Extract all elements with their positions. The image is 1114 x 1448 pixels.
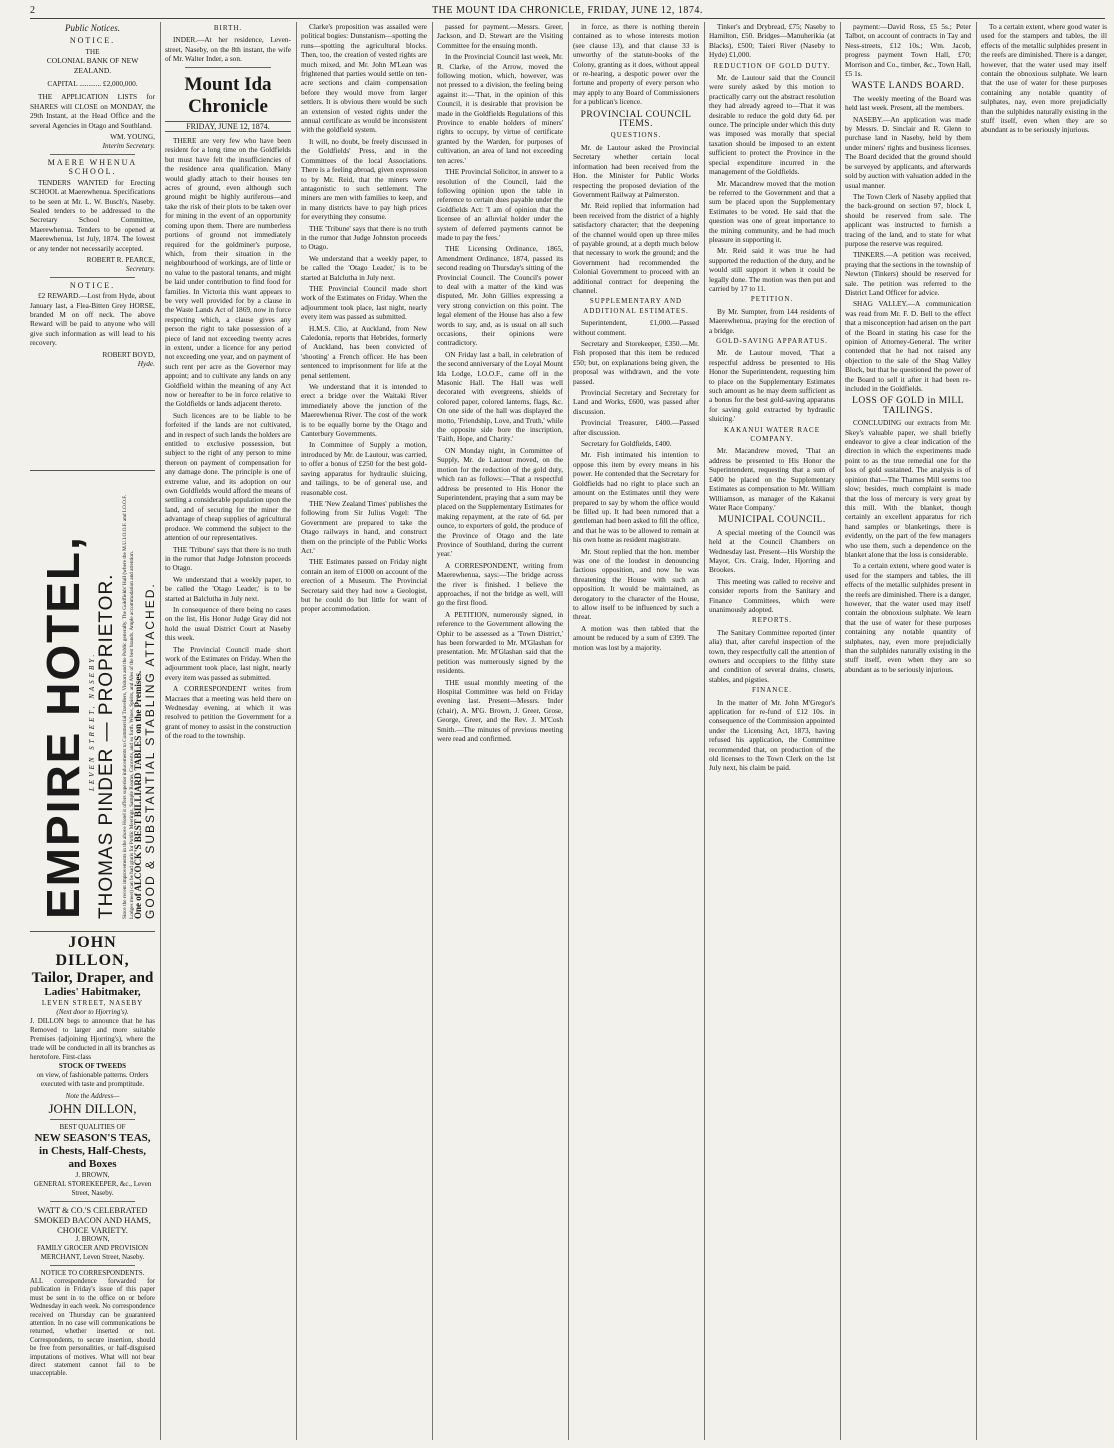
dillon-ladies: Ladies' Habitmaker, bbox=[44, 986, 141, 998]
news-para-3: THE Provincial Solicitor, in answer to a resolution of the Council, laid the following opinion upon the table in reference to certain dues payable under the Goldfields Act: 'I am of opinion that the licensee of an alluvial holder under the system of deferred payments cannot be made to pay the fees.' bbox=[437, 167, 563, 242]
editorial-column bbox=[165, 22, 291, 1440]
hotel-billiard: One of ALCOCK'S BEST BILLIARD TABLES on the Premises. bbox=[133, 670, 143, 919]
news-para-10: The Sanitary Committee reported (inter alia) that, after careful inspection of the town, they respectfully call the attention of owners and occupiers to the filthy state and condition of several drains, closets, stables, and pigsties. bbox=[709, 627, 835, 684]
mill-tailings-heading: LOSS OF GOLD in MILL TAILINGS. bbox=[852, 396, 964, 416]
dillon-stock: STOCK OF TWEEDS bbox=[58, 1062, 127, 1070]
finance-subheading: FINANCE. bbox=[751, 686, 793, 695]
section-title: Public Notices. bbox=[65, 23, 120, 33]
news-para-7: A CORRESPONDENT, writing from Maerewhenua, says:—The bridge across the river is finished. I believe the approaches, if not the bridge as well, will go the first flood. bbox=[437, 560, 563, 608]
page-number: 2 bbox=[30, 5, 35, 16]
correspondents-notice: ALL correspondence forwarded for publication in Friday's issue of this paper must be sent in to the office on or before Wednesday in each week. No correspondence received on Thursday can be guaranteed attention. In no case will communications be returned, whether inserted or not. Correspondents, to secure insertion, should be free from personalities, or half-disguised imputations of motives. What will not bear direct statement cannot fail to be unacceptable. bbox=[30, 1278, 155, 1378]
editorial-para-7: A CORRESPONDENT writes from Macraes that a meeting was held there on Wednesday evening, at which it was resolved to petition the Government for a grant of money to assist in the construction of the road to the township. bbox=[165, 684, 291, 741]
news-column-3 bbox=[301, 22, 427, 1440]
page-header bbox=[30, 4, 1105, 19]
notice-heading: NOTICE. bbox=[69, 36, 116, 46]
divider bbox=[185, 67, 271, 68]
divider bbox=[50, 1265, 135, 1266]
news-para-8: Secretary for Goldfields, £400. bbox=[581, 439, 672, 449]
bank-capital: CAPITAL ............ £2,000,000. bbox=[47, 79, 138, 89]
brown-role: GENERAL STOREKEEPER, &c., Leven Street, Naseby. bbox=[33, 1180, 152, 1197]
news-para-7: We understand that it is intended to erect a bridge over the Waitaki River immediately above the junction of the Maerewhenua River. The cost of the work is to be equally borne by the Otago and Canterbury Governments. bbox=[301, 382, 427, 439]
news-para-4: We understand that a weekly paper, to be called the 'Otago Leader,' is to be started at Balclutha in July next. bbox=[301, 253, 427, 282]
news-column-8 bbox=[981, 22, 1107, 1440]
provincial-council-heading: PROVINCIAL COUNCIL ITEMS. bbox=[580, 109, 692, 130]
news-para-8: A special meeting of the Council was held at the Council Chambers on Wednesday last. Present—His Worship the Mayor, Crs. Craig, Inder, Hjorring and Brookes. bbox=[709, 527, 835, 575]
reports-subheading: REPORTS. bbox=[751, 616, 793, 625]
column-rule bbox=[432, 22, 433, 1440]
news-para-5: THE Provincial Council made short work of the Estimates on Friday. When the adjournment took place, last night, nearly every item was passed as submitted. bbox=[301, 283, 427, 322]
news-para-7: Provincial Treasurer, £400.—Passed after discussion. bbox=[573, 418, 699, 437]
news-para-8: In Committee of Supply a motion, introduced by Mr. de Lautour, was carried, to offer a bonus of £250 for the best gold-saving apparatus for hydraulic sluicing, and tailings, to be of general use, and reasonable cost. bbox=[301, 440, 427, 497]
masthead: Mount Ida Chronicle bbox=[184, 73, 272, 117]
notices-column bbox=[30, 22, 155, 468]
column-rule bbox=[160, 22, 161, 1440]
news-para-9: THE usual monthly meeting of the Hospital Committee was held on Friday evening last. Present—Messrs. Inder (chair), A. M'G. Brown, J. Greer, Grose, George, Greer, and the Rev. J. M'Cosh Smith.—The minutes of previous meeting were read and confirmed. bbox=[437, 677, 563, 744]
teas-ad: NEW SEASON'S TEAS, in Chests, Half-Chests, and Boxes bbox=[34, 1132, 151, 1170]
reward-signatory: ROBERT BOYD, bbox=[102, 349, 155, 359]
news-para-2: In the Provincial Council last week, Mr. R. Clarke, of the Arrow, moved the following motion, which, however, was not pressed to a division, the feeling being against it:—'That, in the opinion of this Council, it is desirable that provision be made in the Goldfields Regulations of this Province to enable holders of miners' rights to occupy, by virtue of certificate granted by the Warden, for purposes of cultivation, an area of land not exceeding ten acres.' bbox=[437, 52, 563, 165]
editorial-para-2: Such licences are to be liable to be forfeited if the lands are not cultivated, and in respect of such lands the holders are entitled to exclusive possession, but subject to the right of any person to mine thereon on payment of compensation for any damage done. The principle is one of extreme value, and its adoption on our own Goldfields would afford the means of settling a considerable population upon the land, and of securing for the miner the advantage of cheap supplies of agricultural produce. We commend the subject to the attention of our representatives. bbox=[165, 410, 291, 543]
news-para-3: Mr. Macandrew moved that the motion be referred to the Government and that a sum be placed upon the Supplementary Estimates to be voted. He said that the question was one of great importance to the mining community, and he had much pleasure in supporting it. bbox=[709, 178, 835, 244]
dateline: FRIDAY, JUNE 12, 1874. bbox=[165, 121, 291, 132]
birth-notice: INDER.—At her residence, Leven-street, Naseby, on the 8th instant, the wife of Mr. Walter Inder, a son. bbox=[165, 35, 291, 64]
empire-hotel-ad bbox=[30, 470, 155, 932]
reward-place: Hyde. bbox=[137, 359, 155, 368]
news-para-1: in force, as there is nothing therein contained as to whose interests motion (see clause 13), and that clause 33 is unworthy of the statute-books of the Colony, granting as it does, without appeal or re-hearing, a despotic power over the fortune and property of every person who may apply to any Board of Commissioners for a publican's licence. bbox=[573, 22, 699, 107]
news-para-1: To a certain extent, where good water is used for the stampers and tables, the ill effects of the metallic sulphides present in the reefs are diminished. There is a danger, however, that the water used may itself contain the obnoxious sulphate. We learn that the use of water for these purposes containing any notable quantity of sulphates, nay, even more prejudicially than the sulphides naturally existing in the stuff itself, even when they are so abundant as to be seriously injurious. bbox=[981, 22, 1107, 135]
notice-the: THE bbox=[85, 46, 100, 56]
gold-saving-subheading: GOLD-SAVING APPARATUS. bbox=[716, 337, 828, 345]
news-para-1: passed for payment.—Messrs. Greer, Jackson, and D. Stewart are the Visiting Committee for the ensuing month. bbox=[437, 22, 563, 50]
dillon-body: J. DILLON begs to announce that he has Removed to larger and more suitable Premises (adjoining Hjorring's), where the trade will be conducted in all its branches as heretofore. First-class bbox=[30, 1017, 155, 1061]
news-para-6: SHAG VALLEY.—A communication was read from Mr. F. D. Bell to the effect that a misconception had arisen on the part of the Board in stating his case for the opinion of Attorney-General. The writer contended that he had not raised any objection to the sale of the Shag Valley Block, but that he questioned the power of the Board to sell it after it had been re-included in the Goldfields. bbox=[845, 299, 971, 394]
tender-signatory-role: Secretary. bbox=[125, 264, 155, 274]
news-para-3: Mr. Reid replied that information had been received from the district of a highly satisfactory character; that the deepening of the channel would open up three miles of payable ground, at a depth much below that necessary to work the ground; and the Government had recommended the Colonial Government to proceed with an additional contract for deepening the channel. bbox=[573, 201, 699, 295]
column-rule bbox=[704, 22, 705, 1440]
news-para-2: The weekly meeting of the Board was held last week. Present, all the members. bbox=[845, 93, 971, 113]
dillon-name: JOHN DILLON, bbox=[55, 934, 130, 969]
news-para-10: THE Estimates passed on Friday night contain an item of £1000 on account of the erection of a Museum. The Provincial Secretary said they had now a Geologist, but he could do but little for want of proper accommodation. bbox=[301, 557, 427, 614]
column-rule bbox=[976, 22, 977, 1440]
hotel-street: LEVEN STREET, NASEBY. bbox=[88, 651, 96, 791]
news-para-9: Mr. Fish intimated his intention to oppose this item by every means in his power. He contended that the Secretary for Goldfields had no right to place such an amount on the Estimates until they were prepared to say by whom the office would be filled up. It had been rumored that a gentleman had been asked to fill the office, and that he was to be allowed to remain at his own home as resident magistrate. bbox=[573, 450, 699, 545]
news-para-5: Secretary and Storekeeper, £350.—Mr. Fish proposed that this item be reduced £50; but, on explanations being given, the proposal was withdrawn, and the vote passed. bbox=[573, 339, 699, 386]
gold-duty-subheading: REDUCTION OF GOLD DUTY. bbox=[713, 61, 831, 70]
editorial-para-5: In consequence of there being no cases on the list, His Honor Judge Gray did not hold the usual District Court at Naseby this week. bbox=[165, 604, 291, 643]
news-para-1: payment:—David Ross, £5 5s.; Peter Talbot, on account of contracts in Tay and Ness-streets, £12 10s.; Wm. Jacob, progress payment Town Hall, £70; Morrison and Co., timber, &c., Town Hall, £5 1s. bbox=[845, 22, 971, 79]
editorial-para-6: The Provincial Council made short work of the Estimates on Friday. When the adjournment took place, last night, nearly every item was passed as submitted. bbox=[165, 644, 291, 682]
divider bbox=[50, 154, 135, 155]
news-para-1: Tinker's and Drybread, £75; Naseby to Hamilton, £50. Bridges—Manuherikia (at Blacks), £500; Taieri River (Naseby to Hyde) £1,000. bbox=[709, 22, 835, 60]
news-para-5: ON Friday last a ball, in celebration of the second anniversary of the Loyal Mount Ida Lodge, I.O.O.F., came off in the Masonic Hall. The Hall was well decorated with evergreens, shields of colored paper, colored lanterns, flags, &c. On one side of the hall was displayed the motto, 'Friendship, Love, and Truth,' while the opposite side bore the inscription, 'Faith, Hope, and Charity.' bbox=[437, 349, 563, 444]
signatory-name: WM. YOUNG, bbox=[110, 132, 155, 142]
column-rule bbox=[296, 22, 297, 1440]
news-para-6: H.M.S. Clio, at Auckland, from New Caledonia, reports that Hebrides, formerly of Auckland, has been convicted of 'shooting' a French officer. He has been sentenced to imprisonment for life at the penal settlement. bbox=[301, 323, 427, 380]
news-para-2: It will, no doubt, be freely discussed in the Goldfields' Press, and in the Committees of the local Associations. There is a feeling abroad, given expression to by Mr. Reid, that the miners were antagonistic to such settlement. The miners are men with families to keep, and in many districts have to pay high prices for everything they consume. bbox=[301, 136, 427, 222]
column-rule bbox=[568, 22, 569, 1440]
municipal-council-heading: MUNICIPAL COUNCIL. bbox=[718, 515, 826, 526]
birth-heading: BIRTH. bbox=[213, 24, 243, 32]
divider bbox=[50, 1119, 135, 1120]
news-para-4: THE Licensing Ordinance, 1865, Amendment Ordinance, 1874, passed its second reading on Thursday's sitting of the Provincial Council. The Council's power to deal with a matter of the kind was disputed, Mr. John Gillies expressing a very strong conviction on this point. The legal element of the House has also a few words to say, and, as is usual on all such occasions, their opinions were contradictory. bbox=[437, 244, 563, 348]
dillon-nb: Note the Address— bbox=[65, 1092, 120, 1100]
reward-notice: £2 REWARD.—Lost from Hyde, about January last, a Flea-Bitten Grey HORSE, branded M on off neck. The above Reward will be paid to anyone who will give such information as will lead to his recovery. bbox=[30, 291, 155, 348]
questions-subheading: QUESTIONS. bbox=[610, 131, 662, 140]
dillon-nb-name: JOHN DILLON, bbox=[48, 1101, 137, 1116]
school-heading: MAERE WHENUA SCHOOL. bbox=[47, 157, 138, 177]
dillon-address: LEVEN STREET, NASEBY bbox=[41, 999, 144, 1007]
news-para-2: Mr. de Lautour asked the Provincial Secretary whether certain local information had been received from the Hon. the Minister for Public Works respecting the proposed deviation of the Government Railway at Palmerston. bbox=[573, 142, 699, 199]
news-para-6: Provincial Secretary and Secretary for Land and Works, £600, was passed after discussion. bbox=[573, 388, 699, 416]
news-para-6: ON Monday night, in Committee of Supply, Mr. de Lautour moved, on the motion for the reduction of the gold duty, which ran as follows:—'That a respectful address be presented to His Honor the Superintendent, praying that a sum may be placed on the Supplementary Estimates for making repayment, at the rate of 6d. per ounce, to exporters of gold, the produce of the Province of Otago and the late Province of Southland, during the current year.' bbox=[437, 445, 563, 559]
bank-name: COLONIAL BANK OF NEW ZEALAND. bbox=[46, 56, 139, 75]
news-para-5: TINKERS.—A petition was received, praying that the sections in the township of Newton (Tinkers) should be reserved for sale. The petition was referred to the District Land Officer for advice. bbox=[845, 250, 971, 297]
petition-subheading: PETITION. bbox=[750, 295, 794, 304]
waste-lands-heading: WASTE LANDS BOARD. bbox=[851, 81, 965, 92]
brown2-role: FAMILY GROCER AND PROVISION MERCHANT, Leven Street, Naseby. bbox=[36, 1244, 149, 1261]
news-para-7: CONCLUDING our extracts from Mr. Skey's valuable paper, we shall briefly endeavor to give a clear indication of the direction in which the experiments made point to as the true remedial one for the loss of gold sustained. The analysis is of opinion that—The Thames Mill seems too slow; besides, much complaint is made that the loss of mercury is very great by this mill. With the blanket, though certainly an excellent apparatus for rich hand samples or blanketings, there is evidently, on the part of the few managers who use them, such a dependence on the blanket alone that the loss is considerable. bbox=[845, 418, 971, 559]
news-para-11: In the matter of Mr. John M'Gregor's application for re-fund of £12 10s. in consequence of the Commission appointed under the Licensing Act, 1873, having refused his application, the Committee recommended that, on production of the old licenses to the Town Clerk on the 1st July next, his claim be paid. bbox=[709, 697, 835, 773]
news-para-11: A motion was then tabled that the amount be reduced by a sum of £399. The motion was lost by a majority. bbox=[573, 623, 699, 652]
editorial-para-4: We understand that a weekly paper, to be called the 'Otago Leader,' is to be started at Balclutha in July next. bbox=[165, 574, 291, 603]
hotel-stabling: GOOD & SUBSTANTIAL STABLING ATTACHED. bbox=[143, 582, 157, 919]
divider bbox=[50, 1201, 135, 1202]
kakanui-subheading: KAKANUI WATER RACE COMPANY. bbox=[723, 425, 821, 444]
news-para-5: By Mr. Sumpter, from 144 residents of Maerewhenua, praying for the erection of a bridge. bbox=[709, 306, 835, 335]
tender-signatory: ROBERT R. PEARCE, bbox=[86, 254, 155, 264]
news-para-3: THE 'Tribune' says that there is no truth in the rumor that Judge Johnston proceeds to Otago. bbox=[301, 223, 427, 252]
news-para-6: Mr. de Lautour moved, 'That a respectful address be presented to His Honor the Superintendent, requesting him to place on the Supplementary Estimates such amount as he may deem sufficient as a bonus for the best gold-saving apparatus for saving gold extracted by hydraulic sluicing.' bbox=[709, 348, 835, 424]
news-para-2: Mr. de Lautour said that the Council were surely asked by this motion to practically carry out the abstract resolution they had already agreed to—That it was desirable to reduce the gold duty 6d. per ounce. The principle under which this duty was imposed was morally that special taxation should be imposed to an extent sufficient to protect the Province in the special expenditure incurred in the management of the Goldfields. bbox=[709, 73, 835, 177]
brown-name: J. BROWN, bbox=[75, 1171, 110, 1179]
estimates-subheading: SUPPLEMENTARY AND ADDITIONAL ESTIMATES. bbox=[583, 297, 689, 315]
dillon-address-2: (Next door to Hjorring's). bbox=[56, 1008, 129, 1016]
news-para-8: A PETITION, numerously signed, in reference to the Government allowing the Ophir to be assessed as a 'Town District,' has been forwarded to Mr. M'Glashan for presentation. Mr. M'Glashan said that the petition was numerously signed by the residents. bbox=[437, 609, 563, 676]
signatory-role: Interim Secretary. bbox=[102, 141, 155, 151]
application-notice: THE APPLICATION LISTS for SHARES will CLOSE on MONDAY, the 29th Instant, at the Head Office and the several Agencies in Otago and Southland. bbox=[30, 92, 155, 130]
teas-heading: BEST QUALITIES OF bbox=[59, 1123, 126, 1131]
column-rule bbox=[840, 22, 841, 1440]
news-column-6 bbox=[709, 22, 835, 1440]
news-column-7 bbox=[845, 22, 971, 1440]
news-para-4: The Town Clerk of Naseby applied that the back-ground on section 97, block I, should be reserved from sale. The applicant was instructed to furnish a tracing of the land, and to state for what purpose the reserve was required. bbox=[845, 191, 971, 248]
divider bbox=[50, 277, 135, 278]
notice-heading-2: NOTICE. bbox=[69, 280, 116, 290]
hotel-note: Since the recent improvements in the above Hotel it offers superior inducements to Commercial Travellers, Visitors and the Public generally. The Goldfields' Hall (where the M.U.I.O.O.F. and I.O.O.F. Lodges meet) can be had gratis for Public Meetings, Sample Rooms, Concerts, and so forth. Wines, Spirits, and Ales of the best brands. Ample accommodation and attention. bbox=[122, 494, 135, 919]
news-para-10: Mr. Stout replied that the hon. member was one of the loudest in denouncing factious opposition, and now he was threatening the House with such an opposition. It would be maintained, as derogatory to the character of the House, to allow itself to be influenced by such a threat. bbox=[573, 546, 699, 622]
news-para-4: Superintendent, £1,000.—Passed without comment. bbox=[573, 318, 699, 337]
dillon-stock-2: on view, of fashionable patterns. Orders executed with taste and promptitude. bbox=[36, 1071, 149, 1088]
tenders-notice: TENDERS WANTED for Erecting SCHOOL at Maerewhenua. Specifications to be seen at Mr. L. W. Busch's, Naseby. Sealed tenders to be addressed to the Secretary School Committee, Maerewhenua. Tenders to be opened at Maerewhenua, 1st July, 1874. The lowest or any tender not necessarily accepted. bbox=[30, 177, 155, 253]
news-para-1: Clarke's proposition was assailed were political bogies: Dunstanism—spotting the runs—spotting the agricultural blocks. Then, too, the creation of vested rights are much mixed, and Mr. John M'Lean was frightened that parties would settle on ten-acre sections and claim compensation before they would move from larger settlers. It is obvious there would be such an extension of vested rights under the annual certificate as would be inconsistent with the goldfield system. bbox=[301, 22, 427, 135]
bacon-ad: WATT & CO.'S CELEBRATED SMOKED BACON AND HAMS, CHOICE VARIETY. bbox=[34, 1205, 151, 1235]
news-para-9: This meeting was called to receive and consider reports from the Sanitary and Finance Committees, which were unanimously adopted. bbox=[709, 576, 835, 614]
news-para-8: To a certain extent, where good water is used for the stampers and tables, the ill effects of the metallic sulphides present in the reefs are diminished. There is a danger, however, that the water used may itself contain the obnoxious sulphate. We learn that the use of water for these purposes containing any notable quantity of sulphates, nay, even more prejudicially than the sulphides naturally existing in the stuff itself, even when they are so abundant as to be seriously injurious. bbox=[845, 561, 971, 674]
hotel-name: EMPIRE HOTEL, bbox=[37, 535, 89, 919]
news-para-3: NASEBY.—An application was made by Messrs. D. Sinclair and R. Glenn to purchase land in Naseby, held by them under miners' rights and business licenses. The Board decided that the ground should be surveyed by applicants, and afterwards sold by auction with valuation added in the usual manner. bbox=[845, 114, 971, 190]
hotel-proprietor: THOMAS PINDER — PROPRIETOR. bbox=[96, 573, 117, 919]
news-column-5 bbox=[573, 22, 699, 1440]
editorial-para-3: THE 'Tribune' says that there is no truth in the rumor that Judge Johnston proceeds to Otago. bbox=[165, 544, 291, 573]
dillon-tailor: Tailor, Draper, and bbox=[31, 970, 154, 986]
news-para-7: Mr. Macandrew moved, 'That an address be presented to His Honor the Superintendent, requesting that a sum of £400 be placed on the Supplementary Estimates as compensation to Mr. William Williamson, as manager of the Kakanui Water Race Company.' bbox=[709, 446, 835, 512]
correspondents-heading: NOTICE TO CORRESPONDENTS. bbox=[40, 1269, 145, 1277]
news-para-9: THE 'New Zealand Times' publishes the following from Sir Julius Vogel: 'The Government are prepared to take the Otago railways in hand, and construct them on the principle of the Public Works Act.' bbox=[301, 498, 427, 555]
brown2-name: J. BROWN, bbox=[75, 1235, 110, 1243]
dillon-ad bbox=[30, 934, 155, 1379]
running-title: THE MOUNT IDA CHRONICLE, FRIDAY, JUNE 12, 1874. bbox=[432, 5, 703, 16]
editorial-para-1: THERE are very few who have been resident for a long time on the Goldfields but must have felt the insufficiencies of the residence area qualification. Many would gladly attach to their houses ten acres of ground, even although such ground might be highly auriferous—and take the risk of their plots to be taken over for mining in the event of an opportunity coming upon them. There are numberless portions of ground not immediately required for the goldminer's purpose, which, from their situation in the neighbourhood of workings, are of little or no value to the pastoral tenants, and might be laid under contribution to find food for families. In Victoria this want appears to be very well provided for by a clause in the Waste Lands Act of 1869, now in force respecting which, a clause gives any person the right to take possession of a piece of land not exceeding twenty acres in extent, under a licence for any period not exceeding one year, and on payment of such rent per acre as the Governor may appoint; and to cultivate any lands on any Goldfield within the meaning of any Act now or hereafter to be in force relative to the Goldfields or lands adjacent thereto. bbox=[165, 136, 291, 409]
news-column-4 bbox=[437, 22, 563, 1440]
news-para-4: Mr. Reid said it was true he had supported the reduction of the duty, and he would still support it when it could be legally done. The motion was then put and carried by 17 to 11. bbox=[709, 246, 835, 293]
